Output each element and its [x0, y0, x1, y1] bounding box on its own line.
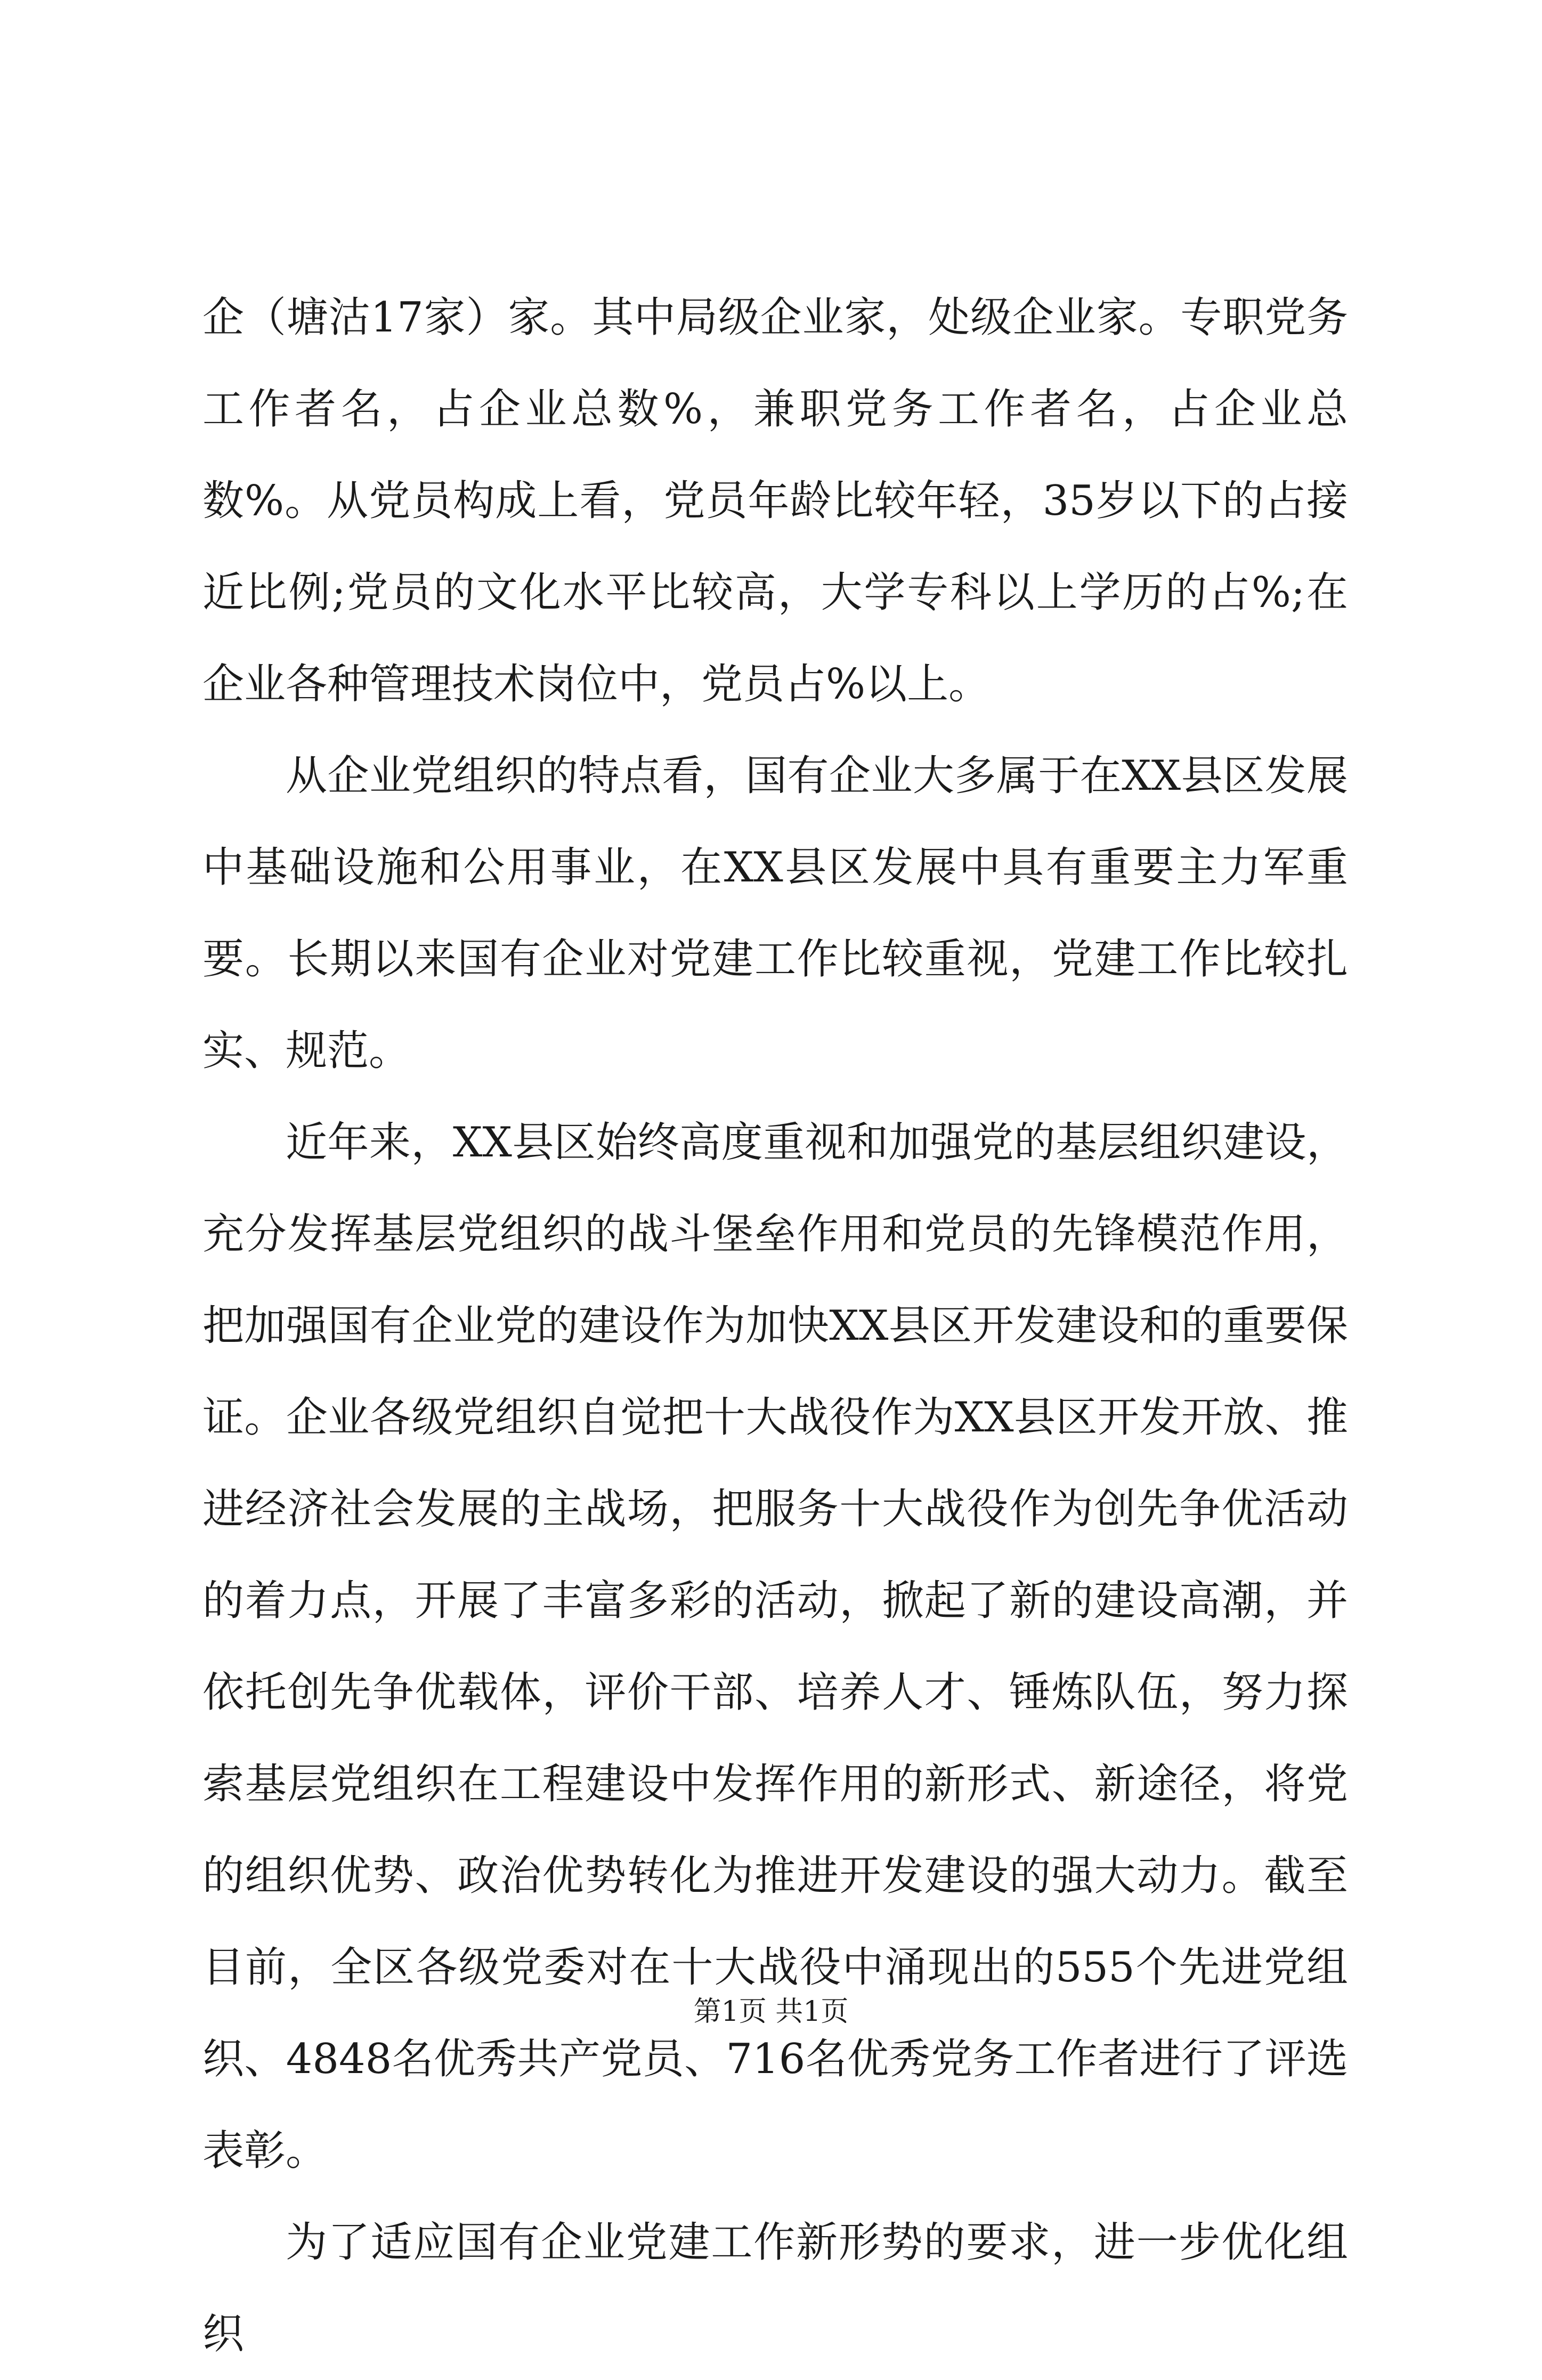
paragraph-recent-years: 近年来，XX县区始终高度重视和加强党的基层组织建设，充分发挥基层党组织的战斗堡垒作用和党员的先锋模范作用，把加强国有企业党的建设作为加快XX县区开发建设和的重要保证。企业各级党组织自觉把十大战役作为XX县区开发开放、推进经济社会发展的主战场，把服务十大战役作为创先争优活动的着力点，开展了丰富多彩的活动，掀起了新的建设高潮，并依托创先争优载体，评价干部、培养人才、锤炼队伍，努力探索基层党组织在工程建设中发挥作用的新形式、新途径，将党的组织优势、政治优势转化为推进开发建设的强大动力。截至目前，全区各级党委对在十大战役中涌现出的555个先进党组织、4848名优秀共产党员、716名优秀党务工作者进行了评选表彰。: [202, 1119, 1348, 2175]
paragraph-adapt-new-situation: 为了适应国有企业党建工作新形势的要求，进一步优化组织: [202, 2219, 1348, 2358]
paragraph-party-organization-features: 从企业党组织的特点看，国有企业大多属于在XX县区发展中基础设施和公用事业，在XX县区发展中具有重要主力军重要。长期以来国有企业对党建工作比较重视，党建工作比较扎实、规范。: [202, 752, 1348, 1075]
page-number: 第1页 共1页: [693, 1996, 849, 2028]
page-footer: [0, 1993, 1542, 2030]
document-body: [202, 272, 1348, 2380]
paragraph-continued: 企（塘沽17家）家。其中局级企业家，处级企业家。专职党务工作者名，占企业总数%，兼职党务工作者名，占企业总数%。从党员构成上看，党员年龄比较年轻，35岁以下的占接近比例;党员的文化水平比较高，大学专科以上学历的占%;在企业各种管理技术岗位中，党员占%以上。: [202, 294, 1348, 708]
